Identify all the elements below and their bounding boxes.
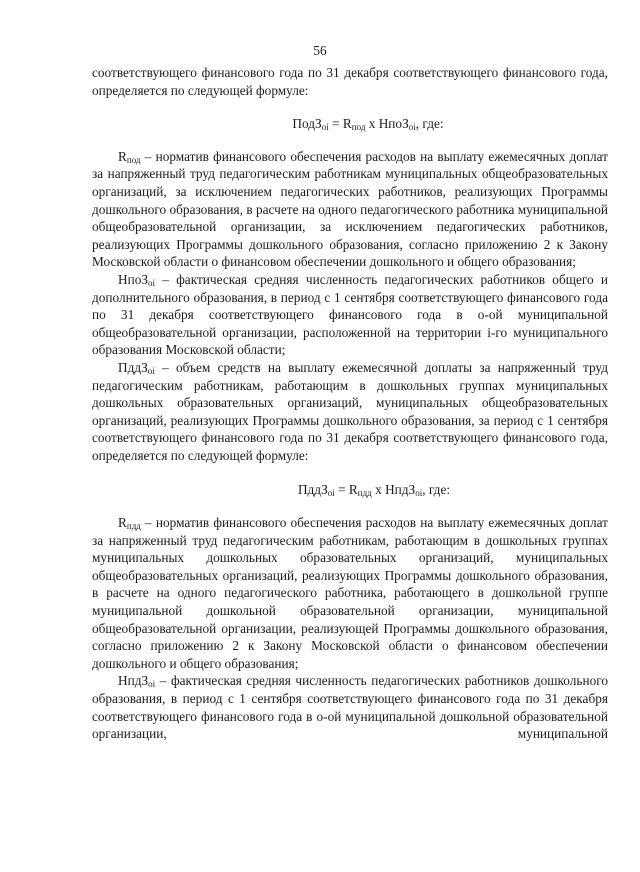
definition-pdd	[92, 359, 608, 465]
pdd-sub: oi	[147, 365, 155, 376]
formula-pod-lhs-sub: oi	[321, 122, 329, 133]
r-pdd-text: – норматив финансового обеспечения расходов на выплату ежемесячных доплат за напряженный труд педагогическим работникам, работающим в дошкольных группах муниципальных дошкольных образовательных организаций, муниципальных общеобразовательных организаций, реализующих Программы дошкольного образования, в расчете на одного педагогического работника, работающего в дошкольной группе муниципальной дошкольной образовательной организации, муниципальной общеобразовательной организации, реализующей Программы дошкольного образования, согласно приложению 2 к Закону Московской области о финансовом обеспечении дошкольного и общего образования;	[92, 515, 608, 671]
r-pod-symbol: R	[118, 148, 127, 164]
formula-pdd-lhs: ПддЗ	[297, 482, 328, 498]
formula-pdd	[92, 481, 608, 499]
definition-r-pdd	[92, 514, 608, 672]
formula-pdd-tail: , где:	[422, 482, 451, 498]
formula-pod-mid: x НпоЗ	[365, 116, 409, 132]
npd-sub: oi	[148, 679, 156, 690]
npo-text: – фактическая средняя численность педагогических работников общего и дополнительного образования, в период с 1 сентября соответствующего финансового года по 31 декабря соответствующего финансового года в о-ой муниципальной общеобразовательной организации, расположенной на территории i-го муниципального образования Московской области;	[92, 271, 608, 358]
formula-pdd-mid-sub: oi	[415, 488, 423, 499]
definition-r-pod	[92, 148, 608, 271]
npd-symbol: НпдЗ	[118, 673, 149, 689]
page-number: 56	[313, 43, 327, 58]
intro-paragraph: соответствующего финансового года по 31 декабря соответствующего финансового года, определяется по следующей формуле:	[92, 65, 608, 98]
npo-symbol: НпоЗ	[118, 271, 149, 287]
document-body	[92, 64, 608, 743]
formula-pod-mid-sub: oi	[408, 122, 416, 133]
formula-pdd-eq: = R	[334, 482, 358, 498]
formula-pdd-mid: x НпдЗ	[371, 482, 416, 498]
formula-pod-lhs: ПодЗ	[292, 116, 322, 132]
pdd-text: – объем средств на выплату ежемесячной доплаты за напряженный труд педагогическим работникам, работающим в дошкольных группах муниципальных дошкольных образовательных организаций, муниципальных общеобразовательных организаций, реализующих Программы дошкольного образования, за период с 1 сентября соответствующего финансового года по 31 декабря соответствующего финансового года, определяется по следующей формуле:	[92, 359, 608, 463]
npo-sub: oi	[148, 277, 156, 288]
formula-pdd-r-sub: пдд	[357, 488, 372, 499]
formula-pod	[92, 115, 608, 133]
formula-pod-tail: , где:	[415, 116, 444, 132]
formula-pdd-lhs-sub: oi	[327, 488, 335, 499]
r-pod-sub: под	[126, 154, 141, 165]
formula-pod-eq: = R	[328, 116, 352, 132]
formula-pod-r-sub: под	[351, 122, 366, 133]
pdd-symbol: ПддЗ	[118, 359, 148, 375]
npd-text: – фактическая средняя численность педагогических работников дошкольного образования, в период с 1 сентября соответствующего финансового года по 31 декабря соответствующего финансового года в о-ой муниципальной дошкольной образовательной организации, муниципальной	[92, 673, 608, 742]
definition-npo	[92, 271, 608, 359]
r-pdd-symbol: R	[118, 515, 127, 531]
definition-npd	[92, 672, 608, 742]
r-pdd-sub: пдд	[126, 521, 141, 532]
r-pod-text: – норматив финансового обеспечения расходов на выплату ежемесячных доплат за напряженный труд педагогическим работникам муниципальных общеобразовательных организаций, за исключением педагогических работников, реализующих Программы дошкольного образования, в расчете на одного педагогического работника муниципальной общеобразовательной организации, за исключением педагогических работников, реализующих Программы дошкольного образования, согласно приложению 2 к Закону Московской области о финансовом обеспечении дошкольного и общего образования;	[92, 148, 608, 270]
